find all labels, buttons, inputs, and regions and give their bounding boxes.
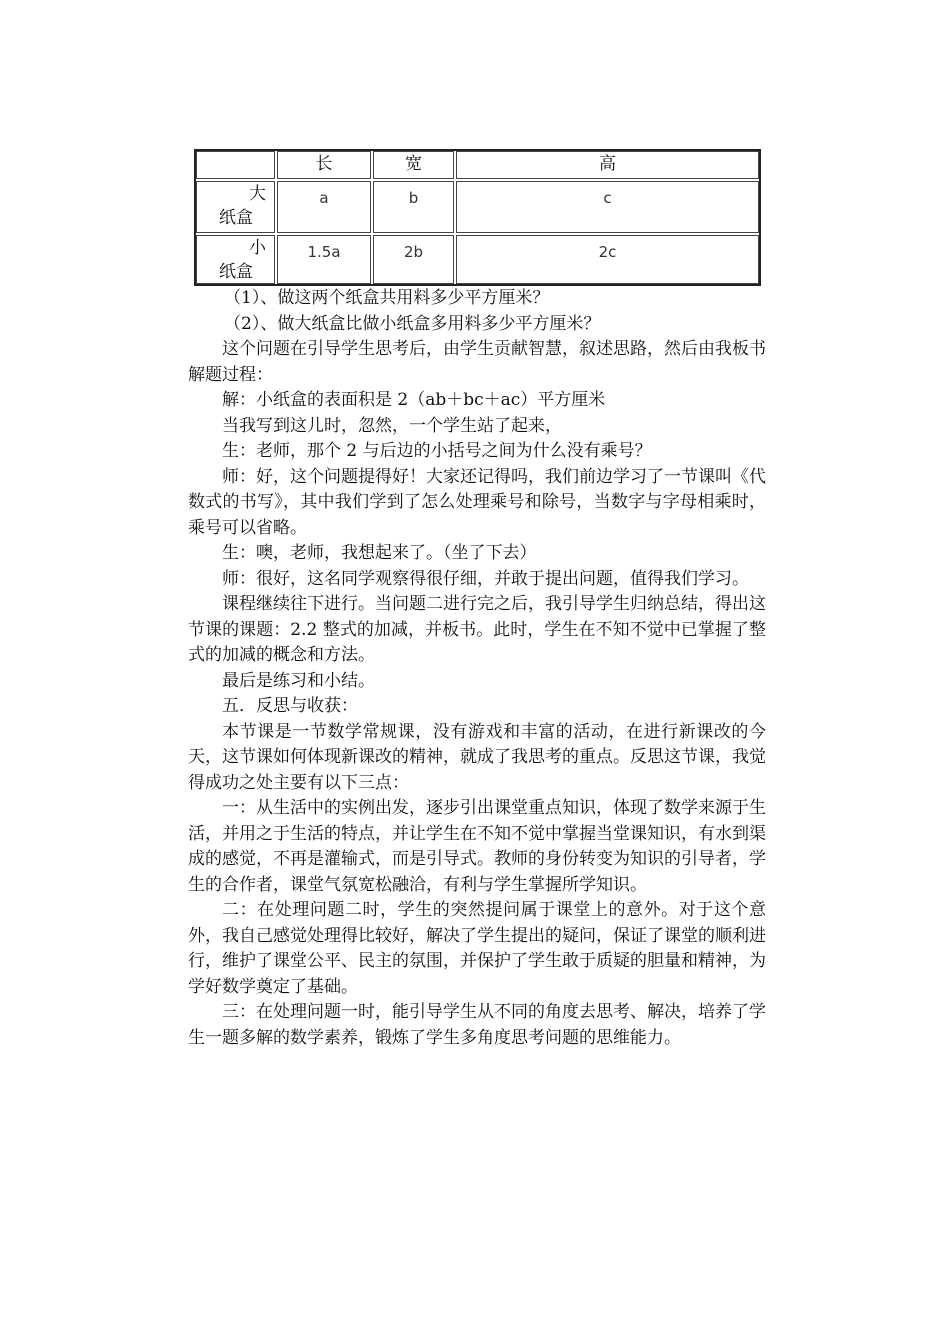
row-label-part: 大 bbox=[249, 184, 266, 204]
paragraph: 本节课是一节数学常规课，没有游戏和丰富的活动，在进行新课改的今天，这节课如何体现新课改的精神，就成了我思考的重点。反思这节课，我觉得成功之处主要有以下三点： bbox=[188, 721, 766, 793]
table-header-length: 长 bbox=[277, 151, 371, 179]
row-label-part: 纸盒 bbox=[219, 262, 253, 282]
table-cell: 1.5a bbox=[277, 235, 371, 284]
paragraph: 三：在处理问题一时，能引导学生从不同的角度去思考、解决，培养了学生一题多解的数学素养，锻炼了学生多角度思考问题的思维能力。 bbox=[188, 1002, 766, 1048]
table-header-height: 高 bbox=[456, 151, 759, 179]
table-row-label-small-box bbox=[196, 235, 275, 284]
table-cell: c bbox=[456, 181, 759, 233]
dimensions-table bbox=[194, 149, 761, 286]
table-cell: a bbox=[277, 181, 371, 233]
paragraph: 解：小纸盒的表面积是 2（ab＋bc＋ac）平方厘米 bbox=[222, 390, 606, 410]
table-header-width: 宽 bbox=[373, 151, 454, 179]
paragraph: 一：从生活中的实例出发，逐步引出课堂重点知识，体现了数学来源于生活，并用之于生活的特点，并让学生在不知不觉中掌握当堂课知识，有水到渠成的感觉，不再是灌输式，而是引导式。教师的身份转变为知识的引导者，学生的合作者，课堂气氛宽松融洽，有利与学生掌握所学知识。 bbox=[188, 798, 766, 895]
question-2: （2）、做大纸盒比做小纸盒多用料多少平方厘米？ bbox=[224, 313, 601, 334]
row-label-part: 小 bbox=[249, 238, 266, 258]
paragraph: 生：噢，老师，我想起来了。（坐了下去） bbox=[222, 543, 537, 563]
document-body bbox=[188, 286, 766, 1051]
table-header-empty bbox=[196, 151, 275, 179]
paragraph: 师：很好，这名同学观察得很仔细，并敢于提出问题，值得我们学习。 bbox=[222, 568, 749, 589]
paragraph: 课程继续往下进行。当问题二进行完之后，我引导学生归纳总结，得出这节课的课题：2.2 整式的加减，并板书。此时，学生在不知不觉中已掌握了整式的加减的概念和方法。 bbox=[188, 594, 766, 665]
table-cell: b bbox=[373, 181, 454, 233]
table-row-label-large-box bbox=[196, 181, 275, 233]
table-cell: 2b bbox=[373, 235, 454, 284]
section-heading: 五．反思与收获： bbox=[222, 696, 358, 716]
paragraph: 这个问题在引导学生思考后，由学生贡献智慧，叙述思路，然后由我板书解题过程： bbox=[188, 339, 766, 385]
paragraph: 师：好，这个问题提得好！大家还记得吗，我们前边学习了一节课叫《代数式的书写》，其中我们学到了怎么处理乘号和除号，当数字与字母相乘时，乘号可以省略。 bbox=[188, 466, 766, 538]
paragraph: 二：在处理问题二时，学生的突然提问属于课堂上的意外。对于这个意外，我自己感觉处理得比较好，解决了学生提出的疑问，保证了课堂的顺利进行，维护了课堂公平、民主的氛围，并保护了学生敢于质疑的胆量和精神，为学好数学奠定了基础。 bbox=[188, 900, 766, 997]
question-1: （1）、做这两个纸盒共用料多少平方厘米？ bbox=[224, 288, 550, 308]
table-cell: 2c bbox=[456, 235, 759, 284]
paragraph: 当我写到这儿时，忽然，一个学生站了起来， bbox=[222, 415, 562, 436]
row-label-part: 纸盒 bbox=[219, 208, 253, 228]
paragraph: 生：老师，那个 2 与后边的小括号之间为什么没有乘号？ bbox=[222, 441, 652, 461]
paragraph: 最后是练习和小结。 bbox=[222, 670, 375, 691]
